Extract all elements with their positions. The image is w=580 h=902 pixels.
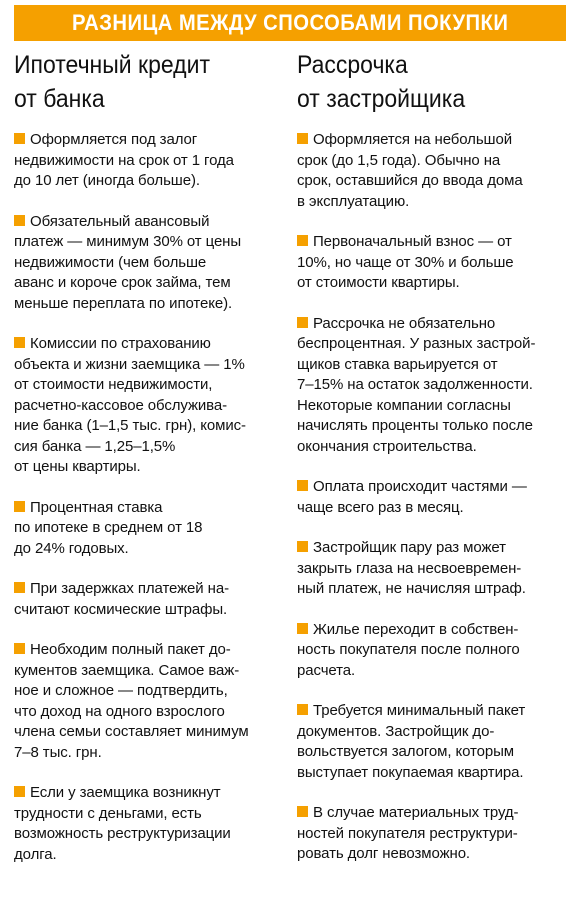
square-bullet-icon bbox=[297, 133, 308, 144]
list-item bbox=[14, 130, 284, 192]
square-bullet-icon bbox=[14, 215, 25, 226]
list-item-text: Комиссии по страхованию объекта и жизни заемщика — 1% от стоимости недвижимости, расчетно-кассовое обслужива- ние банка (1–1,5 тыс. грн), комис- сия банка — 1,25–1,5% от цены квартиры. bbox=[14, 335, 246, 475]
column-title-installment: Рассрочка от застройщика bbox=[297, 51, 466, 113]
square-bullet-icon bbox=[297, 623, 308, 634]
list-item-text: Обязательный авансовый платеж — минимум 30% от цены недвижимости (чем больше аванс и короче срок займа, тем меньше переплата по ипотеке). bbox=[14, 212, 242, 312]
square-bullet-icon bbox=[297, 235, 308, 246]
list-item-text: Жилье переходит в собствен- ность покупателя после полного расчета. bbox=[297, 620, 520, 679]
square-bullet-icon bbox=[14, 786, 25, 797]
list-item-text: Если у заемщика возникнут трудности с деньгами, есть возможность реструктуризации долга. bbox=[14, 784, 231, 863]
list-item bbox=[14, 579, 284, 620]
list-item bbox=[14, 498, 284, 560]
list-item bbox=[297, 477, 565, 518]
list-item-text: Процентная ставка по ипотеке в среднем от 18 до 24% годовых. bbox=[14, 498, 203, 557]
square-bullet-icon bbox=[14, 582, 25, 593]
list-item bbox=[297, 314, 565, 458]
square-bullet-icon bbox=[297, 480, 308, 491]
header-banner bbox=[14, 5, 566, 41]
square-bullet-icon bbox=[14, 643, 25, 654]
header-title: РАЗНИЦА МЕЖДУ СПОСОБАМИ ПОКУПКИ bbox=[71, 10, 509, 35]
square-bullet-icon bbox=[297, 704, 308, 715]
square-bullet-icon bbox=[297, 317, 308, 328]
square-bullet-icon bbox=[14, 501, 25, 512]
square-bullet-icon bbox=[297, 806, 308, 817]
list-item bbox=[297, 232, 565, 294]
column-title-mortgage: Ипотечный кредит от банка bbox=[14, 51, 210, 113]
square-bullet-icon bbox=[14, 337, 25, 348]
list-item bbox=[297, 620, 565, 682]
list-item bbox=[297, 803, 565, 865]
list-item bbox=[297, 701, 565, 783]
list-item-text: Первоначальный взнос — от 10%, но чаще от 30% и больше от стоимости квартиры. bbox=[297, 233, 514, 291]
list-item-text: Оформляется на небольшой срок (до 1,5 года). Обычно на срок, оставшийся до ввода дома в эксплуатацию. bbox=[297, 131, 523, 210]
column-mortgage bbox=[14, 48, 284, 885]
list-item bbox=[14, 783, 284, 865]
list-item bbox=[14, 334, 284, 478]
list-item-text: В случае материальных труд- ностей покупателя реструктури- ровать долг невозможно. bbox=[297, 804, 519, 862]
list-item-text: При задержках платежей на- считают космические штрафы. bbox=[14, 580, 229, 618]
list-item-text: Рассрочка не обязательно беспроцентная. У разных застрой- щиков ставка варьируется от 7–15% на остаток задолженности. Некоторые компании согласны начислять проценты только после окончания строительства. bbox=[297, 314, 536, 455]
list-item-text: Оплата происходит частями — чаще всего раз в месяц. bbox=[297, 478, 527, 516]
list-item bbox=[297, 538, 565, 600]
list-item-text: Застройщик пару раз может закрыть глаза на несвоевремен- ный платеж, не начисляя штраф. bbox=[297, 539, 526, 597]
list-item bbox=[14, 212, 284, 315]
installment-list bbox=[297, 130, 565, 865]
list-item bbox=[297, 130, 565, 212]
square-bullet-icon bbox=[297, 541, 308, 552]
mortgage-list bbox=[14, 130, 284, 865]
column-installment bbox=[297, 48, 565, 885]
list-item-text: Оформляется под залог недвижимости на срок от 1 года до 10 лет (иногда больше). bbox=[14, 131, 234, 189]
list-item-text: Требуется минимальный пакет документов. Застройщик до- вольствуется залогом, которым выступает покупаемая квартира. bbox=[297, 702, 526, 781]
square-bullet-icon bbox=[14, 133, 25, 144]
list-item bbox=[14, 640, 284, 763]
list-item-text: Необходим полный пакет до- кументов заемщика. Самое важ- ное и сложное — подтвердить, что доход на одного взрослого члена семьи составляет минимум 7–8 тыс. грн. bbox=[14, 641, 249, 761]
